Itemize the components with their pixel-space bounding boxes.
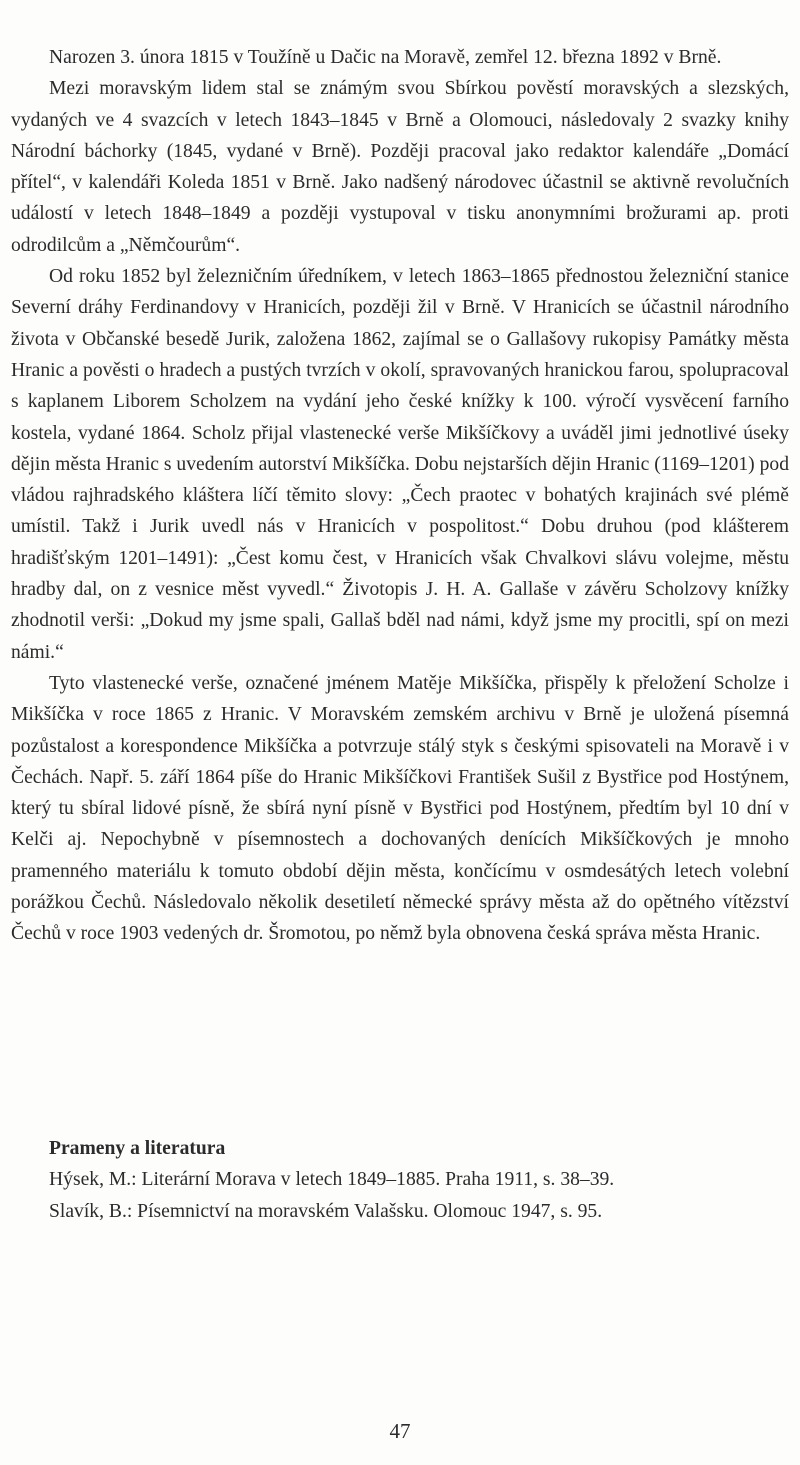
paragraph-birth: Narozen 3. února 1815 v Toužíně u Dačic na Moravě, zemřel 12. března 1892 v Brně. [49,47,722,68]
paragraph-verses-legacy: Tyto vlastenecké verše, označené jménem Matěje Mikšíčka, přispěly k přeložení Scholze i Mikšíčka v roce 1865 z Hranic. V Moravském zemském archivu v Brně je uložená písemná pozůstalost a korespondence Mikšíčka a potvrzuje stálý styk s českými spisovateli na Moravě i v Čechách. Např. 5. září 1864 píše do Hranic Mikšíčkovi František Sušil z Bystřice pod Hostýnem, který tu sbíral lidové písně, že sbírá nyní písně v Bystřici pod Hostýnem, předtím byl 10 dní v Kelči aj. Nepochybně v písemnostech a dochovaných denících Mikšíčkových je mnoho pramenného materiálu k tomuto období dějin města, končícímu v osmdesátých letech volební porážkou Čechů. Následovalo několik desetiletí německé správy města až do opětného vítězství Čechů v roce 1903 vedených dr. Šromotou, po němž byla obnovena česká správa města Hranic. [11,672,789,945]
page-number: 47 [389,1419,411,1443]
source-item: Hýsek, M.: Literární Morava v letech 1849–1885. Praha 1911, s. 38–39. [49,1169,615,1191]
main-text [11,42,789,950]
paragraph-collections: Mezi moravským lidem stal se známým svou Sbírkou pověstí moravských a slezských, vydaných ve 4 svazcích v letech 1843–1845 v Brně a Olomouci, následovaly 2 svazky knihy Národní báchorky (1845, vydané v Brně). Později pracoval jako redaktor kalendáře „Domácí přítel“, v kalendáři Koleda 1851 v Brně. Jako nadšený národovec účastnil se aktivně revolučních událostí v letech 1848–1849 a později vystupoval v tisku anonymními brožurami ap. proti odrodilcům a „Němčourům“. [11,78,789,256]
sources-list [11,1164,789,1227]
sources-section [11,1133,789,1227]
sources-heading: Prameny a literatura [49,1138,226,1159]
paragraph-railway-career: Od roku 1852 byl železničním úředníkem, v letech 1863–1865 přednostou železniční stanice Severní dráhy Ferdinandovy v Hranicích, později žil v Brně. V Hranicích se účastnil národního života v Občanské besedě Jurik, založena 1862, zajímal se o Gallašovy rukopisy Památky města Hranic a pověsti o hradech a pustých tvrzích v okolí, spravovaných hranickou farou, spolupracoval s kaplanem Liborem Scholzem na vydání jeho české knížky k 100. výročí vysvěcení farního kostela, vydané 1864. Scholz přijal vlastenecké verše Mikšíčkovy a uváděl jimi jednotlivé úseky dějin města Hranic s uvedením autorství Mikšíčka. Dobu nejstarších dějin Hranic (1169–1201) pod vládou rajhradského kláštera líčí těmito slovy: „Čech praotec v bohatých krajinách své plémě umístil. Takž i Jurik uvedl nás v Hranicích v pospolitost.“ Dobu druhou (pod klášterem hradišťským 1201–1491): „Čest komu čest, v Hranicích však Chvalkovi slávu volejme, městu hradby dal, on z vesnice měst vyvedl.“ Životopis J. H. A. Gallaše v závěru Scholzovy knížky zhodnotil verši: „Dokud my jsme spali, Gallaš bděl nad námi, když jsme my procitli, spí on mezi námi.“ [11,266,789,663]
source-item: Slavík, B.: Písemnictví na moravském Valašsku. Olomouc 1947, s. 95. [49,1200,603,1222]
